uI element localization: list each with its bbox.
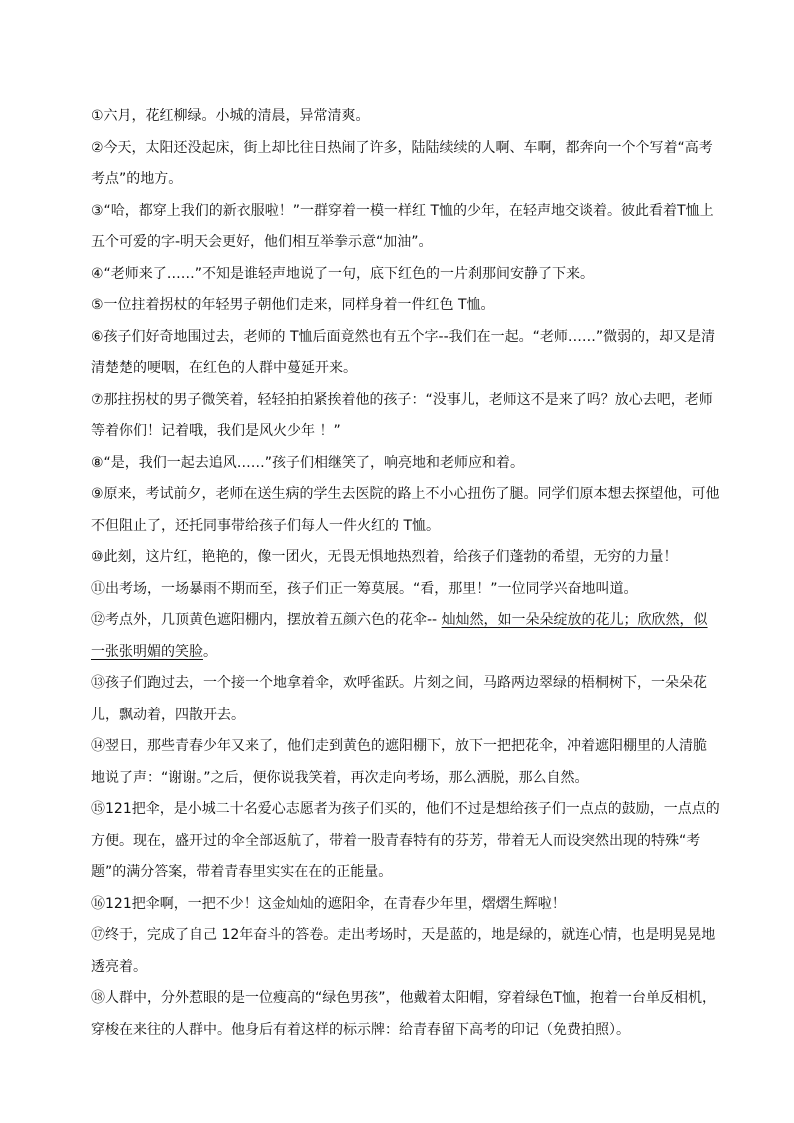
paragraph-4: ④“老师来了……”不知是谁轻声地说了一句，底下红色的一片刹那间安静了下来。 xyxy=(91,265,595,282)
paragraph-12-plain: ⑫考点外，几顶黄色遮阳棚内，摆放着五颜六色的花伞-- xyxy=(91,612,442,628)
paragraph-16: ⑯121把伞啊，一把不少！这金灿灿的遮阳伞，在青春少年里，熠熠生辉啦！ xyxy=(91,895,566,912)
paragraph-6: ⑥孩子们好奇地围过去，老师的 T恤后面竟然也有五个字--我们在一起。“老师……”微弱的，却又是清清楚楚的哽咽，在红色的人群中蔓延开来。 xyxy=(91,328,716,376)
paragraph-17: ⑰终于，完成了自己 12年奋斗的答卷。走出考场时，天是蓝的，地是绿的，就连心情，也是明晃晃地透亮着。 xyxy=(91,927,716,975)
paragraph-3: ③“哈，都穿上我们的新衣服啦！”一群穿着一模一样红 T恤的少年，在轻声地交谈着。彼此看着T恤上五个可爱的字-明天会更好，他们相互举拳示意“加油”。 xyxy=(91,202,714,250)
paragraph-13: ⑬孩子们跑过去，一个接一个地拿着伞，欢呼雀跃。片刻之间，马路两边翠绿的梧桐树下，一朵朵花儿，飘动着，四散开去。 xyxy=(91,675,707,723)
paragraph-12 xyxy=(91,605,720,668)
paragraph-1: ①六月，花红柳绿。小城的清晨，异常清爽。 xyxy=(91,108,370,124)
paragraph-5: ⑤一位拄着拐杖的年轻男子朝他们走来，同样身着一件红色 T恤。 xyxy=(91,297,495,313)
paragraph-8: ⑧“是，我们一起去追风……”孩子们相继笑了，响亮地和老师应和着。 xyxy=(91,454,525,471)
paragraph-10: ⑩此刻，这片红，艳艳的，像一团火，无畏无惧地热烈着，给孩子们蓬勃的希望，无穷的力量！ xyxy=(91,549,678,565)
paragraph-12-end: 。 xyxy=(203,643,217,660)
paragraph-2: ②今天，太阳还没起床，街上却比往日热闹了许多，陆陆续续的人啊、车啊，都奔向一个个写着“高考考点”的地方。 xyxy=(91,139,713,187)
paragraph-18: ⑱人群中，分外惹眼的是一位瘦高的“绿色男孩”，他戴着太阳帽，穿着绿色T恤，抱着一台单反相机，穿梭在来往的人群中。他身后有着这样的标示牌：给青春留下高考的印记（免费拍照）。 xyxy=(91,990,717,1038)
paragraph-9: ⑨原来，考试前夕，老师在送生病的学生去医院的路上不小心扭伤了腿。同学们原本想去探望他，可他不但阻止了，还托同事带给孩子们每人一件火红的 T恤。 xyxy=(91,486,720,534)
paragraph-12-underlined: 灿灿然，如一朵朵绽放的花儿；欣欣然，似一张张明媚的笑脸 xyxy=(91,612,708,660)
paragraph-11: ⑪出考场，一场暴雨不期而至，孩子们正一筹莫展。“看，那里！”一位同学兴奋地叫道。 xyxy=(91,580,638,597)
paragraph-15: ⑮121把伞，是小城二十名爱心志愿者为孩子们买的，他们不过是想给孩子们一点点的鼓励，一点点的方便。现在，盛开过的伞全部返航了，带着一股青春特有的芬芳，带着无人而设突然出现的特殊“考题”的满分答案，带着青春里实实在在的正能量。 xyxy=(91,801,720,880)
paragraph-7: ⑦那拄拐杖的男子微笑着，轻轻拍拍紧挨着他的孩子：“没事儿，老师这不是来了吗？放心去吧，老师等着你们！记着哦，我们是风火少年 ！” xyxy=(91,391,713,439)
paragraph-14: ⑭翌日，那些青春少年又来了，他们走到黄色的遮阳棚下，放下一把把花伞，冲着遮阳棚里的人清脆地说了声：“谢谢。”之后，便你说我笑着，再次走向考场，那么洒脱，那么自然。 xyxy=(91,738,707,786)
